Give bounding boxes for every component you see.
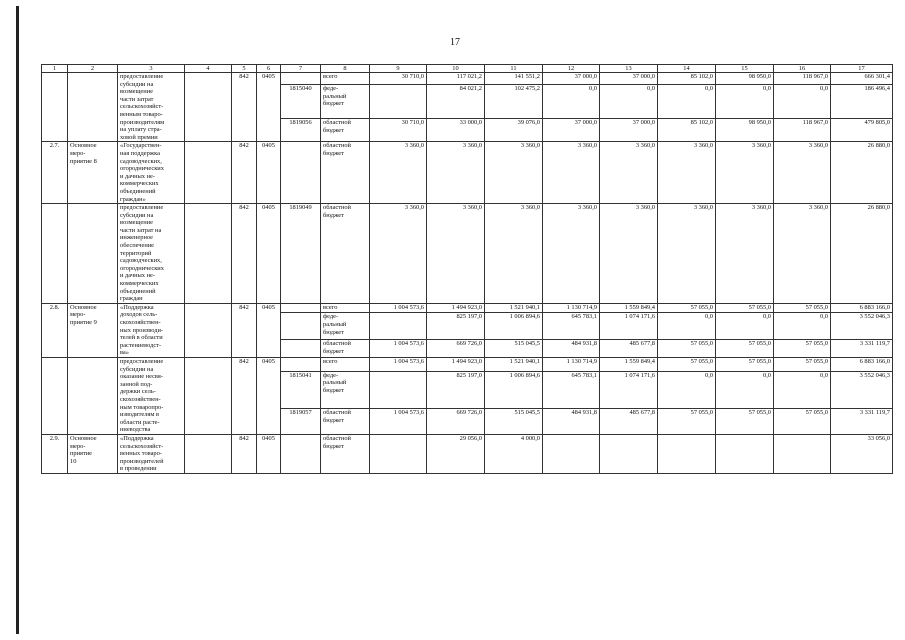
amount-col-14: 3 360,0 bbox=[658, 204, 716, 304]
header-cell-3: 3 bbox=[118, 65, 185, 73]
activity-type: Основное меро- приятие 8 bbox=[68, 142, 118, 204]
amount-col-9: 3 360,0 bbox=[370, 142, 427, 204]
amount-col-12: 37 000,0 bbox=[543, 73, 600, 85]
amount-col-13: 1 074 171,6 bbox=[600, 313, 658, 340]
amount-col-9 bbox=[370, 371, 427, 409]
amount-col-14: 57 055,0 bbox=[658, 357, 716, 371]
ministry-code: 842 bbox=[232, 434, 257, 473]
amount-col-14: 85 102,0 bbox=[658, 119, 716, 142]
amount-col-17: 3 331 119,7 bbox=[831, 339, 893, 357]
target-code bbox=[281, 73, 321, 85]
amount-col-16: 0,0 bbox=[774, 313, 831, 340]
amount-col-12: 645 783,1 bbox=[543, 371, 600, 409]
target-code bbox=[281, 434, 321, 473]
amount-col-10: 669 726,0 bbox=[427, 409, 485, 435]
amount-col-12: 3 360,0 bbox=[543, 142, 600, 204]
amount-col-10: 825 197,0 bbox=[427, 371, 485, 409]
table-row bbox=[42, 357, 893, 371]
binding-edge bbox=[16, 6, 19, 634]
amount-col-10: 669 726,0 bbox=[427, 339, 485, 357]
amount-col-10: 29 056,0 bbox=[427, 434, 485, 473]
amount-col-14: 85 102,0 bbox=[658, 73, 716, 85]
amount-col-9: 30 710,0 bbox=[370, 73, 427, 85]
executor bbox=[185, 142, 232, 204]
header-cell-1: 1 bbox=[42, 65, 68, 73]
activity-type: Основное меро- приятие 10 bbox=[68, 434, 118, 473]
header-cell-5: 5 bbox=[232, 65, 257, 73]
funding-source: областной бюджет bbox=[321, 142, 370, 204]
amount-col-15: 57 055,0 bbox=[716, 357, 774, 371]
funding-source: областной бюджет bbox=[321, 434, 370, 473]
item-number bbox=[42, 204, 68, 304]
amount-col-11: 515 045,5 bbox=[485, 339, 543, 357]
amount-col-14: 0,0 bbox=[658, 85, 716, 119]
activity-type bbox=[68, 357, 118, 434]
header-cell-14: 14 bbox=[658, 65, 716, 73]
amount-col-16: 57 055,0 bbox=[774, 357, 831, 371]
funding-source: областной бюджет bbox=[321, 409, 370, 435]
table-row bbox=[42, 142, 893, 204]
header-cell-10: 10 bbox=[427, 65, 485, 73]
header-cell-9: 9 bbox=[370, 65, 427, 73]
amount-col-15: 0,0 bbox=[716, 313, 774, 340]
executor bbox=[185, 303, 232, 357]
activity-name: предоставление субсидии на возмещение части затрат на инженерное обеспечение территорий садоводческих, огороднических и дачных не- коммерческих объединений граждан bbox=[118, 204, 185, 304]
amount-col-15: 98 950,0 bbox=[716, 119, 774, 142]
activity-name: «Поддержка доходов сель- скохозяйствен- ных производи- телей в области растениеводст- ва» bbox=[118, 303, 185, 357]
amount-col-10: 1 494 923,0 bbox=[427, 357, 485, 371]
activity-type bbox=[68, 204, 118, 304]
amount-col-15: 57 055,0 bbox=[716, 409, 774, 435]
amount-col-9: 1 004 573,6 bbox=[370, 409, 427, 435]
header-cell-12: 12 bbox=[543, 65, 600, 73]
item-number bbox=[42, 73, 68, 142]
amount-col-13: 1 074 171,6 bbox=[600, 371, 658, 409]
activity-name: предоставление субсидии на возмещение части затрат сельскохозяйст- венным товаро- производителям на уплату стра- ховой премии bbox=[118, 73, 185, 142]
amount-col-16 bbox=[774, 434, 831, 473]
amount-col-15 bbox=[716, 434, 774, 473]
header-cell-17: 17 bbox=[831, 65, 893, 73]
amount-col-14: 3 360,0 bbox=[658, 142, 716, 204]
amount-col-10: 1 494 923,0 bbox=[427, 303, 485, 313]
item-number: 2.9. bbox=[42, 434, 68, 473]
target-code: 1819049 bbox=[281, 204, 321, 304]
amount-col-11: 141 551,2 bbox=[485, 73, 543, 85]
amount-col-11: 1 006 894,6 bbox=[485, 371, 543, 409]
funding-source: феде- ральный бюджет bbox=[321, 371, 370, 409]
amount-col-14: 0,0 bbox=[658, 371, 716, 409]
amount-col-13: 37 000,0 bbox=[600, 73, 658, 85]
amount-col-16: 3 360,0 bbox=[774, 142, 831, 204]
header-cell-4: 4 bbox=[185, 65, 232, 73]
amount-col-14: 57 055,0 bbox=[658, 409, 716, 435]
amount-col-9: 1 004 573,6 bbox=[370, 303, 427, 313]
item-number: 2.7. bbox=[42, 142, 68, 204]
amount-col-11: 4 000,0 bbox=[485, 434, 543, 473]
amount-col-9 bbox=[370, 434, 427, 473]
table-row bbox=[42, 303, 893, 313]
target-code bbox=[281, 357, 321, 371]
amount-col-13: 485 677,8 bbox=[600, 409, 658, 435]
amount-col-9 bbox=[370, 313, 427, 340]
funding-source: всего bbox=[321, 303, 370, 313]
amount-col-11: 1 521 940,1 bbox=[485, 357, 543, 371]
amount-col-13: 37 000,0 bbox=[600, 119, 658, 142]
amount-col-10: 825 197,0 bbox=[427, 313, 485, 340]
amount-col-12 bbox=[543, 434, 600, 473]
activity-name: «Государствен- ная поддержка садоводческих, огороднических и дачных не- коммерческих объединений граждан» bbox=[118, 142, 185, 204]
target-code bbox=[281, 142, 321, 204]
ministry-code: 842 bbox=[232, 303, 257, 357]
target-code: 1815041 bbox=[281, 371, 321, 409]
amount-col-15: 0,0 bbox=[716, 371, 774, 409]
amount-col-15: 57 055,0 bbox=[716, 339, 774, 357]
target-code: 1819056 bbox=[281, 119, 321, 142]
target-code: 1819057 bbox=[281, 409, 321, 435]
table-row bbox=[42, 204, 893, 304]
target-code bbox=[281, 339, 321, 357]
target-code bbox=[281, 303, 321, 313]
page-number: 17 bbox=[450, 37, 460, 48]
amount-col-11: 1 006 894,6 bbox=[485, 313, 543, 340]
ministry-code: 842 bbox=[232, 142, 257, 204]
header-row bbox=[42, 65, 893, 73]
item-number bbox=[42, 357, 68, 434]
amount-col-14 bbox=[658, 434, 716, 473]
amount-col-11: 102 475,2 bbox=[485, 85, 543, 119]
amount-col-16: 0,0 bbox=[774, 85, 831, 119]
activity-name: предоставление субсидии на оказание несвя- занной под- держки сель- скохозяйствен- ным товаропро- изводителям в области расте- ниеводства bbox=[118, 357, 185, 434]
amount-col-12: 0,0 bbox=[543, 85, 600, 119]
funding-source: всего bbox=[321, 73, 370, 85]
section-code: 0405 bbox=[257, 303, 281, 357]
header-cell-16: 16 bbox=[774, 65, 831, 73]
item-number: 2.8. bbox=[42, 303, 68, 357]
amount-col-13: 3 360,0 bbox=[600, 204, 658, 304]
amount-col-9: 1 004 573,6 bbox=[370, 357, 427, 371]
funding-source: областной бюджет bbox=[321, 204, 370, 304]
amount-col-17: 3 552 046,3 bbox=[831, 371, 893, 409]
amount-col-16: 0,0 bbox=[774, 371, 831, 409]
amount-col-13: 1 559 849,4 bbox=[600, 357, 658, 371]
amount-col-16: 57 055,0 bbox=[774, 409, 831, 435]
amount-col-11: 3 360,0 bbox=[485, 204, 543, 304]
amount-col-11: 3 360,0 bbox=[485, 142, 543, 204]
amount-col-12: 37 000,0 bbox=[543, 119, 600, 142]
amount-col-12: 3 360,0 bbox=[543, 204, 600, 304]
amount-col-15: 3 360,0 bbox=[716, 204, 774, 304]
header-cell-11: 11 bbox=[485, 65, 543, 73]
header-cell-7: 7 bbox=[281, 65, 321, 73]
header-cell-15: 15 bbox=[716, 65, 774, 73]
amount-col-15: 98 950,0 bbox=[716, 73, 774, 85]
ministry-code: 842 bbox=[232, 204, 257, 304]
amount-col-14: 57 055,0 bbox=[658, 303, 716, 313]
header-cell-8: 8 bbox=[321, 65, 370, 73]
amount-col-16: 118 967,0 bbox=[774, 73, 831, 85]
amount-col-17: 479 805,0 bbox=[831, 119, 893, 142]
amount-col-13: 485 677,8 bbox=[600, 339, 658, 357]
amount-col-13: 3 360,0 bbox=[600, 142, 658, 204]
amount-col-13: 1 559 849,4 bbox=[600, 303, 658, 313]
activity-type bbox=[68, 73, 118, 142]
ministry-code: 842 bbox=[232, 73, 257, 142]
amount-col-17: 6 883 166,0 bbox=[831, 357, 893, 371]
amount-col-14: 0,0 bbox=[658, 313, 716, 340]
amount-col-12: 484 931,8 bbox=[543, 409, 600, 435]
amount-col-17: 26 880,0 bbox=[831, 142, 893, 204]
section-code: 0405 bbox=[257, 73, 281, 142]
amount-col-15: 0,0 bbox=[716, 85, 774, 119]
section-code: 0405 bbox=[257, 434, 281, 473]
amount-col-12: 484 931,8 bbox=[543, 339, 600, 357]
amount-col-9: 30 710,0 bbox=[370, 119, 427, 142]
executor bbox=[185, 204, 232, 304]
section-code: 0405 bbox=[257, 357, 281, 434]
amount-col-16: 118 967,0 bbox=[774, 119, 831, 142]
table-row bbox=[42, 73, 893, 85]
amount-col-17: 186 496,4 bbox=[831, 85, 893, 119]
amount-col-11: 515 045,5 bbox=[485, 409, 543, 435]
amount-col-10: 84 021,2 bbox=[427, 85, 485, 119]
amount-col-10: 33 000,0 bbox=[427, 119, 485, 142]
header-cell-2: 2 bbox=[68, 65, 118, 73]
section-code: 0405 bbox=[257, 142, 281, 204]
header-cell-6: 6 bbox=[257, 65, 281, 73]
amount-col-13: 0,0 bbox=[600, 85, 658, 119]
executor bbox=[185, 73, 232, 142]
amount-col-17: 666 301,4 bbox=[831, 73, 893, 85]
section-code: 0405 bbox=[257, 204, 281, 304]
activity-type: Основное меро- приятие 9 bbox=[68, 303, 118, 357]
amount-col-9: 1 004 573,6 bbox=[370, 339, 427, 357]
amount-col-10: 3 360,0 bbox=[427, 204, 485, 304]
amount-col-12: 1 130 714,9 bbox=[543, 303, 600, 313]
funding-source: областной бюджет bbox=[321, 119, 370, 142]
amount-col-12: 1 130 714,9 bbox=[543, 357, 600, 371]
header-cell-13: 13 bbox=[600, 65, 658, 73]
executor bbox=[185, 434, 232, 473]
amount-col-9 bbox=[370, 85, 427, 119]
amount-col-14: 57 055,0 bbox=[658, 339, 716, 357]
amount-col-15: 57 055,0 bbox=[716, 303, 774, 313]
target-code bbox=[281, 313, 321, 340]
amount-col-11: 1 521 940,1 bbox=[485, 303, 543, 313]
funding-source: всего bbox=[321, 357, 370, 371]
funding-source: феде- ральный бюджет bbox=[321, 313, 370, 340]
amount-col-9: 3 360,0 bbox=[370, 204, 427, 304]
amount-col-17: 26 880,0 bbox=[831, 204, 893, 304]
budget-table bbox=[41, 64, 893, 474]
amount-col-17: 33 056,0 bbox=[831, 434, 893, 473]
amount-col-15: 3 360,0 bbox=[716, 142, 774, 204]
target-code: 1815040 bbox=[281, 85, 321, 119]
amount-col-12: 645 783,1 bbox=[543, 313, 600, 340]
amount-col-10: 3 360,0 bbox=[427, 142, 485, 204]
funding-source: областной бюджет bbox=[321, 339, 370, 357]
amount-col-17: 3 331 119,7 bbox=[831, 409, 893, 435]
ministry-code: 842 bbox=[232, 357, 257, 434]
funding-source: феде- ральный бюджет bbox=[321, 85, 370, 119]
amount-col-13 bbox=[600, 434, 658, 473]
table-row bbox=[42, 434, 893, 473]
amount-col-17: 3 552 046,3 bbox=[831, 313, 893, 340]
activity-name: «Поддержка сельскохозяйст- венных товаро- производителей в проведении bbox=[118, 434, 185, 473]
amount-col-10: 117 021,2 bbox=[427, 73, 485, 85]
executor bbox=[185, 357, 232, 434]
amount-col-16: 3 360,0 bbox=[774, 204, 831, 304]
amount-col-16: 57 055,0 bbox=[774, 339, 831, 357]
amount-col-11: 39 076,0 bbox=[485, 119, 543, 142]
amount-col-17: 6 883 166,0 bbox=[831, 303, 893, 313]
amount-col-16: 57 055,0 bbox=[774, 303, 831, 313]
